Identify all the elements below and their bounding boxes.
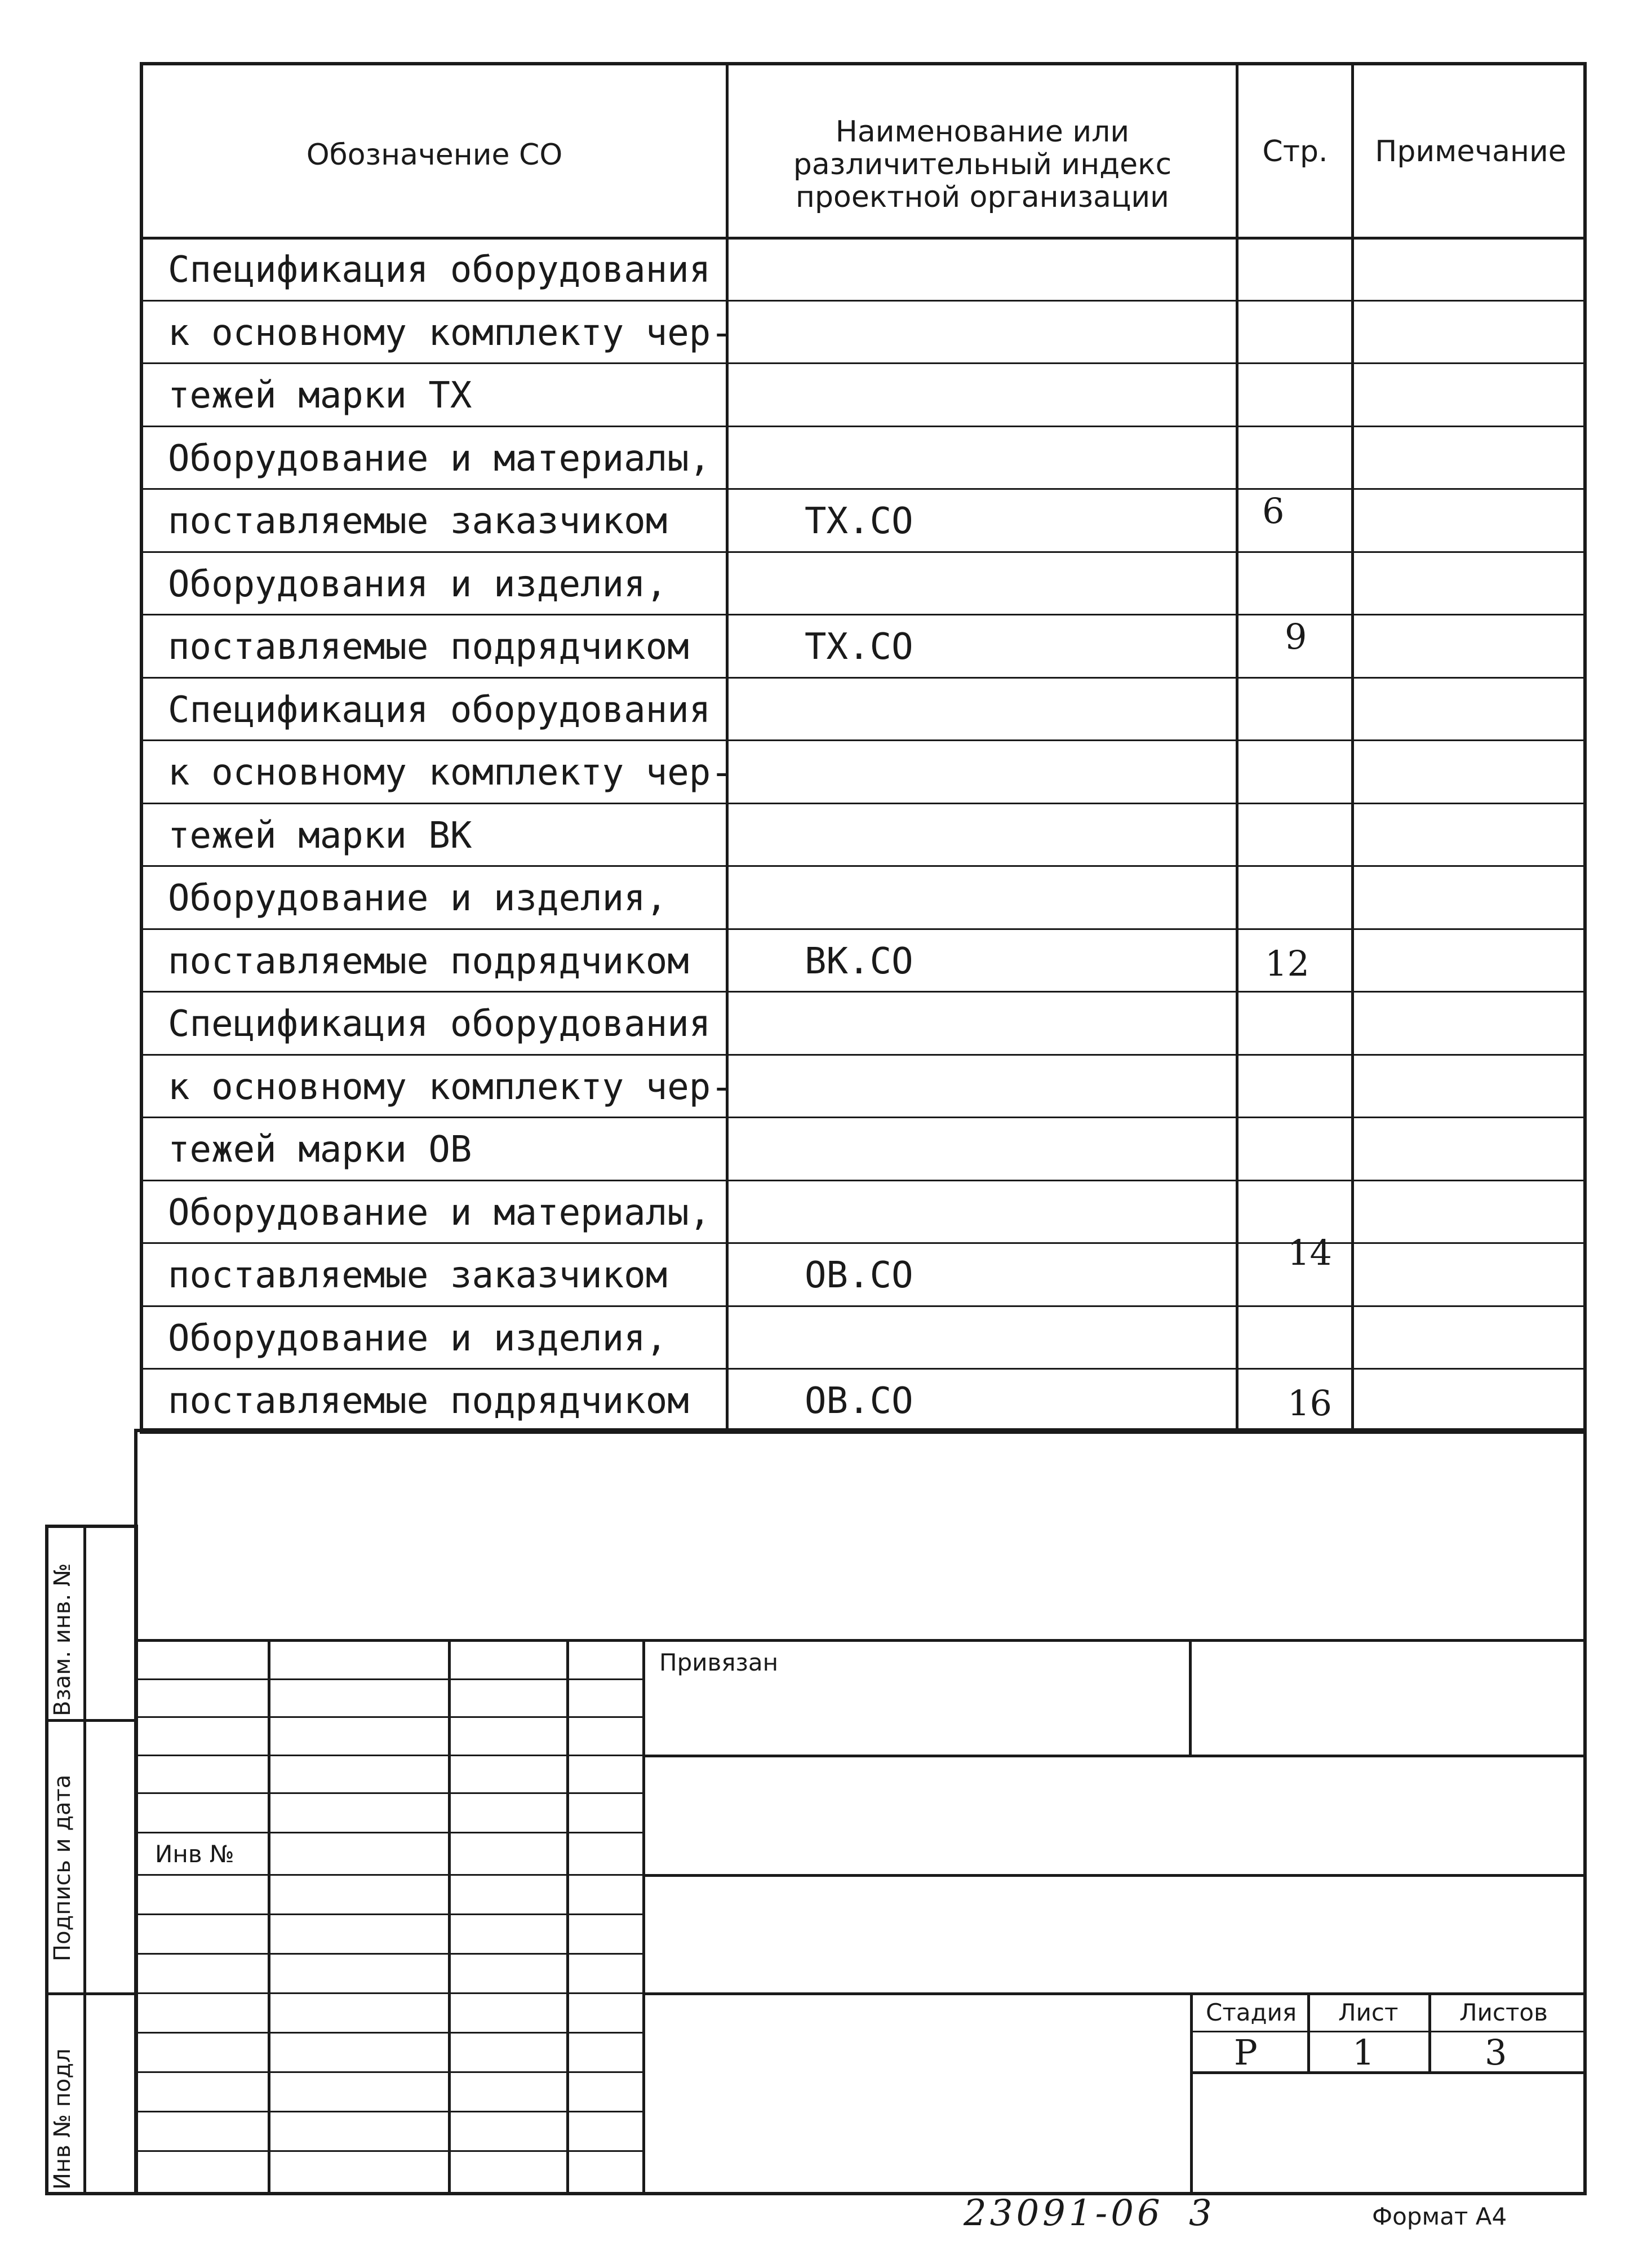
sheets-label: Листов — [1459, 1999, 1548, 2026]
row-text: тежей марки ТХ — [168, 375, 472, 417]
row-divider — [140, 1305, 1587, 1307]
row-code: ОВ.СО — [805, 1255, 913, 1296]
row-text: Спецификация оборудования — [168, 689, 711, 731]
row-text: Оборудование и изделия, — [168, 1317, 668, 1359]
row-text: поставляемые подрядчиком — [168, 626, 689, 668]
row-page: 12 — [1265, 942, 1309, 984]
row-text: поставляемые подрядчиком — [168, 940, 689, 982]
row-divider — [140, 1117, 1587, 1118]
row-divider — [140, 1180, 1587, 1181]
stamp-h — [642, 1992, 1587, 1995]
row-divider — [140, 614, 1587, 615]
row-divider — [140, 991, 1587, 993]
row-text: поставляемые заказчиком — [168, 1255, 668, 1296]
sheet-label: Лист — [1338, 1999, 1399, 2026]
row-text: Оборудование и материалы, — [168, 1191, 711, 1234]
stamp-v — [1307, 1992, 1310, 2072]
format-label: Формат А4 — [1372, 2203, 1507, 2230]
row-text: Оборудование и изделия, — [168, 878, 668, 919]
row-divider — [140, 739, 1587, 741]
side-strip-inner — [83, 1525, 86, 2195]
side-strip-divider — [45, 1719, 138, 1722]
stamp-v — [1190, 1992, 1193, 2195]
row-text: к основному комплекту чер- — [168, 312, 733, 354]
row-page: 9 — [1285, 616, 1307, 657]
row-code: ТХ.СО — [805, 500, 913, 542]
row-divider — [140, 1368, 1587, 1370]
side-label-inv-podl: Инв № подл — [50, 2048, 76, 2190]
col-divider — [726, 62, 729, 1432]
stamp-grid-line — [134, 2111, 644, 2112]
row-text: Спецификация оборудования — [168, 249, 711, 291]
row-page: 16 — [1288, 1383, 1332, 1424]
stamp-grid-line — [134, 1792, 644, 1794]
row-code: ТХ.СО — [805, 626, 913, 668]
stamp-h — [642, 1874, 1587, 1877]
row-text: к основному комплекту чер- — [168, 1066, 733, 1108]
row-divider — [140, 1054, 1587, 1056]
stamp-grid-line — [134, 2150, 644, 2152]
stage-value: Р — [1234, 2032, 1258, 2073]
row-text: Спецификация оборудования — [168, 1003, 711, 1045]
row-divider — [140, 488, 1587, 490]
stage-label: Стадия — [1206, 1999, 1297, 2026]
row-page: 6 — [1262, 490, 1285, 531]
sheets-value: 3 — [1485, 2032, 1507, 2073]
side-label-vzam: Взам. инв. № — [50, 1563, 76, 1716]
row-text: тежей марки ОВ — [168, 1129, 472, 1171]
row-text: Оборудования и изделия, — [168, 563, 668, 605]
inv-no-label: Инв № — [155, 1840, 234, 1868]
row-text: тежей марки ВК — [168, 814, 472, 857]
header-designation: Обозначение СО — [306, 138, 563, 172]
row-text: поставляемые подрядчиком — [168, 1380, 689, 1422]
stamp-frame — [134, 1429, 1587, 2195]
row-text: Оборудование и материалы, — [168, 437, 711, 480]
privyazan-label: Привязан — [659, 1649, 779, 1676]
row-page: 14 — [1288, 1232, 1332, 1273]
sheet-value: 1 — [1352, 2032, 1375, 2073]
col-divider — [1351, 62, 1354, 1432]
stamp-grid-line — [134, 1755, 644, 1756]
header-name: Наименование или различительный индекс проектной организации — [793, 115, 1172, 214]
side-label-podpis: Подпись и дата — [50, 1774, 76, 1961]
row-code: ВК.СО — [805, 940, 913, 982]
stamp-grid-line — [134, 1874, 644, 1876]
row-text: поставляемые заказчиком — [168, 500, 668, 542]
stamp-v — [1428, 1992, 1431, 2072]
header-divider — [140, 237, 1587, 240]
stamp-h — [642, 1755, 1587, 1757]
row-divider — [140, 300, 1587, 302]
page-mark: 3 — [1189, 2192, 1212, 2234]
col-divider — [1236, 62, 1238, 1432]
row-text: к основному комплекту чер- — [168, 752, 733, 794]
row-divider — [140, 426, 1587, 427]
stamp-grid-line — [134, 2071, 644, 2073]
row-code: ОВ.СО — [805, 1380, 913, 1422]
stamp-grid-line — [134, 1913, 644, 1915]
side-strip-divider — [45, 1992, 138, 1995]
header-note: Примечание — [1375, 135, 1566, 169]
row-divider — [140, 865, 1587, 867]
row-divider — [140, 677, 1587, 679]
stamp-grid-line — [134, 1678, 644, 1680]
doc-number: 23091-06 — [964, 2192, 1164, 2234]
stamp-grid-line — [134, 1953, 644, 1955]
stamp-top-line — [134, 1639, 1587, 1642]
stamp-grid-line — [134, 1716, 644, 1718]
row-divider — [140, 551, 1587, 553]
row-divider — [140, 362, 1587, 364]
row-divider — [140, 928, 1587, 930]
header-page: Стр. — [1262, 135, 1328, 169]
stamp-grid-line — [134, 2032, 644, 2034]
row-divider — [140, 803, 1587, 804]
stamp-grid-line — [134, 1992, 644, 1994]
stamp-grid-line — [134, 1832, 644, 1833]
stamp-v-privyazan — [1189, 1639, 1192, 1755]
row-divider — [140, 1242, 1587, 1244]
